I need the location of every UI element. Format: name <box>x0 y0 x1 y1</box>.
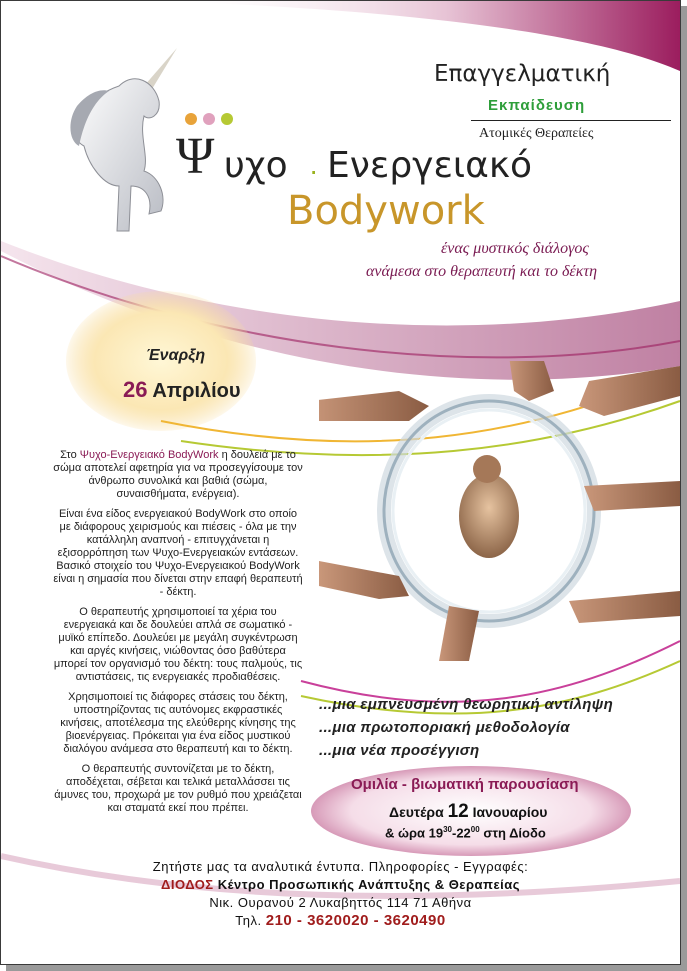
description-paragraph-1 <box>53 449 303 501</box>
unicorn-illustration <box>49 46 189 246</box>
header-professional: Επαγγελματική <box>434 61 611 87</box>
p1-highlight: Ψυχο-Ενεργειακό BodyWork <box>79 449 219 461</box>
talk-time-end-min: 00 <box>470 825 480 834</box>
header-education: Εκπαίδευση <box>488 97 586 114</box>
feature-line-3: ...μια νέα προσέγγιση <box>319 742 480 759</box>
description-paragraph-4: Χρησιμοποιεί τις διάφορες στάσεις του δέκτη, υποστηρίζοντας τις αυτόνομες εκφραστικές κινήσεις, αποτέλεσμα της ελεύθερης κίνησης της βιοενέργειας. Πρόκειται για ένα είδος μυστικού διαλόγου ανάμεσα στο θεραπευτή και το δέκτη. <box>60 691 296 755</box>
title-part2: Ενεργειακό <box>327 145 533 186</box>
feature-line-1: ...μια εμπνευσμένη θεωρητική αντίληψη <box>319 696 614 713</box>
dot-pink <box>203 113 215 125</box>
start-month: Απριλίου <box>152 380 241 402</box>
description-paragraph-2: Είναι ένα είδος ενεργειακού BodyWork στο οποίο με διάφορους χειρισμούς και πιέσεις - όλα με την κατάλληλη αναπνοή - επιτυγχάνεται η εξισορρόπηση των Ψυχο-Ενεργειακών εντάσεων. Βασικό στοιχείο του Ψυχο-Ενεργειακού BodyWork είναι η σημασία που δίνεται στην επαφή θεραπευτή - δέκτη. <box>53 508 303 598</box>
p1-lead: Στο <box>60 449 80 461</box>
tagline-line2: ανάμεσα στο θεραπευτή και το δέκτη <box>366 263 598 280</box>
talk-time-start-min: 30 <box>443 825 452 834</box>
footer-address: Νικ. Ουρανού 2 Λυκαβηττός 114 71 Αθήνα <box>209 895 472 910</box>
talk-time-suffix: στη Δίοδο <box>479 825 546 841</box>
footer-org <box>1 877 680 892</box>
description-paragraph-5: Ο θεραπευτής συντονίζεται με το δέκτη, αποδέχεται, σέβεται και τελικά μεταλλάσσει τις άμυνες του, προχωρά με τον ρυθμό που χρειάζεται και σταματά εκεί που πρέπει. <box>54 763 302 814</box>
title-separator: · <box>309 155 319 186</box>
talk-time-prefix: & ώρα 19 <box>385 825 444 841</box>
hands-water-ring-illustration <box>319 361 680 661</box>
footer-phone <box>1 912 680 929</box>
title-part1: υχο <box>224 145 288 186</box>
footer-phone-label: Τηλ. <box>235 913 266 928</box>
footer-info-line: Ζητήστε μας τα αναλυτικά έντυπα. Πληροφορίες - Εγγραφές: <box>152 859 529 874</box>
feature-line-2: ...μια πρωτοποριακή μεθοδολογία <box>319 719 570 736</box>
start-date <box>123 377 241 403</box>
talk-month: Ιανουαρίου <box>472 804 548 820</box>
dot-green <box>221 113 233 125</box>
description-text <box>53 449 303 822</box>
header-divider <box>471 120 671 121</box>
talk-time <box>385 825 546 840</box>
start-label: Έναρξη <box>146 347 206 364</box>
talk-time-mid: -22 <box>452 825 471 841</box>
title-bodywork: Bodywork <box>287 188 485 234</box>
talk-title: Ομιλία - βιωματική παρουσίαση <box>351 776 579 793</box>
talk-date-number: 12 <box>447 801 469 822</box>
footer-org-desc: Κέντρο Προσωπικής Ανάπτυξης & Θεραπείας <box>213 877 520 892</box>
start-day: 26 <box>123 377 148 402</box>
talk-day: Δευτέρα <box>389 804 444 820</box>
dot-orange <box>185 113 197 125</box>
header-therapies: Ατομικές Θεραπείες <box>479 126 594 141</box>
talk-date <box>389 801 547 823</box>
tagline-line1: ένας μυστικός διάλογος <box>441 240 589 257</box>
footer-phone-numbers: 210 - 3620020 - 3620490 <box>265 912 446 929</box>
footer-org-name: ΔΙΟΔΟΣ <box>160 877 214 892</box>
p1-rest: η δουλειά με το σώμα αποτελεί αφετηρία για να προσεγγίσουμε τον άνθρωπο συνολικά και βαθιά (σώμα, συναισθήματα, ενέργεια). <box>53 449 303 500</box>
title-psi: Ψ <box>176 128 215 185</box>
description-paragraph-3: Ο θεραπευτής χρησιμοποιεί τα χέρια του ενεργειακά και δε δουλεύει απλά σε σωματικό - μυϊκό επίπεδο. Δουλεύει με μεγάλη συγκέντρωση και αργές κινήσεις, νιώθοντας όσο βαθύτερα μπορεί τον οργανισμό του δέκτη: τους παλμούς, τις αντιστάσεις, τις ενεργειακές προδιαθέσεις. <box>53 606 303 683</box>
